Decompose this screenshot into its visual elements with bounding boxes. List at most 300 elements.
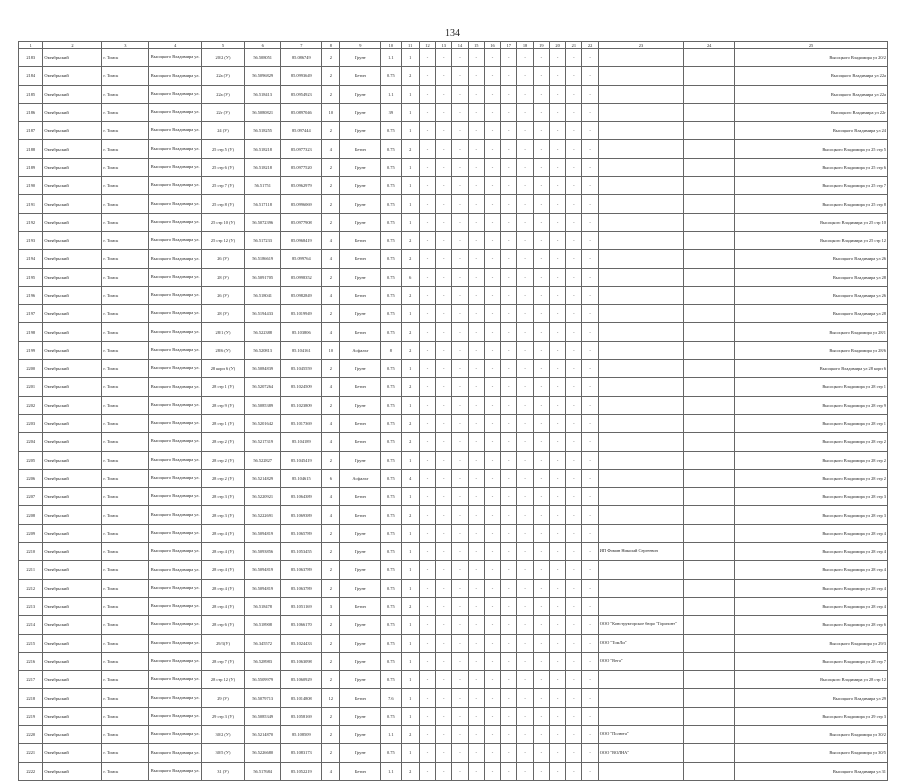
table-cell: - xyxy=(484,140,500,158)
table-cell: Грунт xyxy=(340,103,381,121)
table-cell: 2 xyxy=(322,49,340,67)
table-cell: - xyxy=(582,524,598,542)
table-cell: Высоцкого Владимира ул. xyxy=(149,433,202,451)
table-cell: - xyxy=(582,634,598,652)
table-cell: - xyxy=(436,360,452,378)
table-cell: 28 корп 6 (У) xyxy=(202,360,245,378)
table-cell: - xyxy=(501,140,517,158)
table-cell: 0.75 xyxy=(381,323,401,341)
table-cell: - xyxy=(452,396,468,414)
table-cell xyxy=(684,689,735,707)
table-cell: - xyxy=(533,341,549,359)
table-cell: 2 xyxy=(322,652,340,670)
table-cell: - xyxy=(517,213,533,231)
table-cell: Грунт xyxy=(340,213,381,231)
table-cell: - xyxy=(419,561,435,579)
table-cell xyxy=(684,122,735,140)
table-cell: 2203 xyxy=(19,414,43,432)
table-cell: 25 стр 12 (У) xyxy=(202,231,245,249)
table-cell: 2213 xyxy=(19,597,43,615)
table-cell: - xyxy=(549,433,565,451)
table-cell: - xyxy=(549,67,565,85)
table-cell: 56.5096829 xyxy=(244,67,281,85)
table-cell: - xyxy=(468,396,484,414)
table-cell: - xyxy=(452,305,468,323)
table-cell: 25 стр 6 (У) xyxy=(202,158,245,176)
table-cell: - xyxy=(419,268,435,286)
table-cell: Высоцкого Владимира ул. xyxy=(149,652,202,670)
table-row xyxy=(19,652,888,670)
table-cell: 85.0977908 xyxy=(281,213,322,231)
table-cell: 2183 xyxy=(19,49,43,67)
table-cell: 56.5207264 xyxy=(244,378,281,396)
table-cell: - xyxy=(517,323,533,341)
table-cell: - xyxy=(419,744,435,762)
table-cell: Высоцкого Владимира ул. xyxy=(149,195,202,213)
table-cell: 2 xyxy=(322,177,340,195)
table-cell: - xyxy=(436,524,452,542)
table-cell: - xyxy=(436,396,452,414)
table-cell: - xyxy=(582,103,598,121)
table-row xyxy=(19,360,888,378)
table-cell: - xyxy=(419,469,435,487)
column-number-header: 10 xyxy=(381,42,401,49)
table-cell: 0.75 xyxy=(381,543,401,561)
table-cell: 3 xyxy=(322,597,340,615)
table-cell: - xyxy=(436,122,452,140)
table-cell: - xyxy=(436,67,452,85)
table-cell: - xyxy=(484,177,500,195)
table-cell: - xyxy=(549,195,565,213)
table-cell: - xyxy=(468,616,484,634)
table-cell: 85.1064389 xyxy=(281,488,322,506)
table-cell: - xyxy=(452,122,468,140)
table-cell: - xyxy=(533,286,549,304)
table-row xyxy=(19,634,888,652)
table-cell: 85.1060929 xyxy=(281,671,322,689)
table-cell xyxy=(598,122,683,140)
column-number-header: 11 xyxy=(401,42,419,49)
table-cell: - xyxy=(582,597,598,615)
table-cell: 2193 xyxy=(19,231,43,249)
table-cell: - xyxy=(452,341,468,359)
table-cell: 10 xyxy=(322,103,340,121)
table-cell: Высоцкого Владимира ул. xyxy=(149,561,202,579)
table-cell: 0.75 xyxy=(381,744,401,762)
table-cell: Высоцкого Владимира ул 29 xyxy=(735,689,888,707)
table-cell: - xyxy=(533,488,549,506)
table-cell: - xyxy=(436,250,452,268)
table-cell xyxy=(684,195,735,213)
table-cell: 28 стр 12 (У) xyxy=(202,671,245,689)
table-cell xyxy=(684,451,735,469)
table-cell: - xyxy=(468,378,484,396)
table-row xyxy=(19,451,888,469)
table-cell xyxy=(684,597,735,615)
table-row xyxy=(19,707,888,725)
table-cell: Октябрьский xyxy=(43,250,102,268)
table-cell: 2 xyxy=(322,305,340,323)
table-cell: 1 xyxy=(401,122,419,140)
table-cell: 22г (У) xyxy=(202,103,245,121)
table-cell: Октябрьский xyxy=(43,360,102,378)
table-cell: 28 стр 3 (У) xyxy=(202,488,245,506)
table-cell: Высоцкого Владимира ул. xyxy=(149,725,202,743)
table-cell: - xyxy=(484,524,500,542)
table-cell xyxy=(598,67,683,85)
table-cell xyxy=(598,433,683,451)
table-row xyxy=(19,177,888,195)
table-cell: 0.75 xyxy=(381,378,401,396)
table-cell: Высоцкого Владимира ул 24 xyxy=(735,122,888,140)
table-cell: г. Томск xyxy=(102,140,149,158)
table-cell: 2212 xyxy=(19,579,43,597)
table-cell: Высоцкого Владимира ул. xyxy=(149,286,202,304)
table-cell: 2221 xyxy=(19,744,43,762)
table-cell: - xyxy=(517,177,533,195)
table-cell: 2 xyxy=(401,762,419,780)
table-cell: - xyxy=(517,250,533,268)
table-cell: ИП Фомин Николай Сергеевич xyxy=(598,543,683,561)
table-cell xyxy=(598,506,683,524)
table-cell: - xyxy=(484,67,500,85)
table-cell: - xyxy=(468,103,484,121)
table-cell: 20/2 (У) xyxy=(202,49,245,67)
table-cell: Высоцкого Владимира ул. xyxy=(149,177,202,195)
table-cell: 2 xyxy=(401,140,419,158)
table-cell: - xyxy=(582,433,598,451)
table-cell: - xyxy=(452,323,468,341)
table-cell: Высоцкого Владимира ул 28 стр 4 xyxy=(735,579,888,597)
table-cell: - xyxy=(452,177,468,195)
table-cell xyxy=(684,250,735,268)
table-cell: Высоцкого Владимира ул 28 xyxy=(735,268,888,286)
table-cell xyxy=(598,671,683,689)
table-cell: - xyxy=(566,49,582,67)
table-cell: - xyxy=(452,195,468,213)
table-cell: - xyxy=(484,286,500,304)
table-cell: - xyxy=(468,433,484,451)
page-number: 134 xyxy=(445,28,460,39)
table-cell: Высоцкого Владимира ул 30/2 xyxy=(735,725,888,743)
table-cell: - xyxy=(501,286,517,304)
table-cell: 85.1019949 xyxy=(281,305,322,323)
table-cell: 1.1 xyxy=(381,762,401,780)
table-cell: - xyxy=(582,762,598,780)
table-row xyxy=(19,231,888,249)
table-row xyxy=(19,671,888,689)
table-cell: - xyxy=(549,140,565,158)
table-cell: - xyxy=(452,762,468,780)
table-cell: Грунт xyxy=(340,158,381,176)
table-cell: Высоцкого Владимира ул. xyxy=(149,49,202,67)
table-cell: Высоцкого Владимира ул 28 стр 2 xyxy=(735,433,888,451)
table-cell: 85.1051169 xyxy=(281,597,322,615)
table-cell: г. Томск xyxy=(102,707,149,725)
table-cell xyxy=(684,231,735,249)
table-cell: Высоцкого Владимира ул 25 стр 12 xyxy=(735,231,888,249)
table-cell: Высоцкого Владимира ул 31 xyxy=(735,762,888,780)
table-cell: - xyxy=(419,140,435,158)
table-cell: - xyxy=(533,616,549,634)
table-cell: - xyxy=(452,488,468,506)
table-cell: - xyxy=(533,195,549,213)
table-cell: - xyxy=(549,414,565,432)
table-cell: - xyxy=(549,616,565,634)
table-cell: 1 xyxy=(401,85,419,103)
table-cell: - xyxy=(468,286,484,304)
table-cell: 0.75 xyxy=(381,524,401,542)
table-cell: 28 стр 7 (У) xyxy=(202,652,245,670)
table-cell: - xyxy=(419,250,435,268)
column-number-header: 16 xyxy=(484,42,500,49)
table-cell: - xyxy=(484,396,500,414)
table-cell: - xyxy=(484,323,500,341)
table-cell: - xyxy=(549,524,565,542)
table-cell: - xyxy=(582,506,598,524)
table-cell: 56.518218 xyxy=(244,140,281,158)
table-cell: - xyxy=(419,524,435,542)
table-cell xyxy=(684,67,735,85)
table-cell: 85.1023809 xyxy=(281,396,322,414)
table-cell: - xyxy=(566,231,582,249)
table-cell: 2211 xyxy=(19,561,43,579)
table-cell: Грунт xyxy=(340,396,381,414)
table-cell: 56.5509979 xyxy=(244,671,281,689)
table-cell: - xyxy=(566,597,582,615)
table-row xyxy=(19,762,888,780)
table-cell xyxy=(598,597,683,615)
table-cell: - xyxy=(436,469,452,487)
table-cell: 39 xyxy=(381,103,401,121)
table-cell: Октябрьский xyxy=(43,671,102,689)
table-cell: - xyxy=(419,67,435,85)
table-cell: - xyxy=(501,195,517,213)
table-cell: 2204 xyxy=(19,433,43,451)
table-cell: 56.5072396 xyxy=(244,213,281,231)
table-cell: - xyxy=(517,634,533,652)
table-cell: - xyxy=(468,414,484,432)
table-cell: - xyxy=(533,762,549,780)
table-cell: Бетон xyxy=(340,433,381,451)
table-cell: 2 xyxy=(322,360,340,378)
table-cell: - xyxy=(468,305,484,323)
table-cell: 1 xyxy=(401,707,419,725)
table-cell: - xyxy=(452,433,468,451)
table-cell: 12 xyxy=(322,689,340,707)
table-cell: 28 стр 1 (У) xyxy=(202,378,245,396)
table-cell: - xyxy=(566,250,582,268)
table-cell: Октябрьский xyxy=(43,725,102,743)
table-cell: - xyxy=(582,231,598,249)
table-cell: - xyxy=(517,616,533,634)
table-cell: - xyxy=(533,671,549,689)
table-cell xyxy=(684,543,735,561)
table-cell: Высоцкого Владимира ул. xyxy=(149,524,202,542)
table-cell: - xyxy=(468,597,484,615)
table-cell xyxy=(598,286,683,304)
table-cell: - xyxy=(419,762,435,780)
table-cell: 2199 xyxy=(19,341,43,359)
table-cell: - xyxy=(468,451,484,469)
table-cell: 56.5201642 xyxy=(244,414,281,432)
table-cell xyxy=(598,268,683,286)
table-cell: г. Томск xyxy=(102,323,149,341)
table-cell: Бетон xyxy=(340,140,381,158)
table-cell: - xyxy=(517,561,533,579)
table-cell xyxy=(598,341,683,359)
table-cell: Октябрьский xyxy=(43,597,102,615)
table-cell xyxy=(684,433,735,451)
table-cell: - xyxy=(468,195,484,213)
table-cell: - xyxy=(484,268,500,286)
table-cell: 29/3(У) xyxy=(202,634,245,652)
table-cell: 28 стр 4 (У) xyxy=(202,597,245,615)
table-cell xyxy=(684,323,735,341)
table-cell: 85.1024433 xyxy=(281,634,322,652)
table-cell: - xyxy=(517,488,533,506)
table-cell: 2 xyxy=(322,707,340,725)
table-cell: - xyxy=(468,671,484,689)
table-cell: 56.5220921 xyxy=(244,488,281,506)
table-cell: - xyxy=(549,103,565,121)
table-cell: 4 xyxy=(322,231,340,249)
table-cell: - xyxy=(484,360,500,378)
table-cell: Октябрьский xyxy=(43,488,102,506)
table-cell: 2 xyxy=(322,85,340,103)
table-cell: - xyxy=(582,305,598,323)
table-cell: г. Томск xyxy=(102,451,149,469)
table-cell: 2218 xyxy=(19,689,43,707)
table-cell: - xyxy=(549,707,565,725)
table-cell: г. Томск xyxy=(102,433,149,451)
table-cell: - xyxy=(582,725,598,743)
table-cell: - xyxy=(533,213,549,231)
table-cell: - xyxy=(566,122,582,140)
table-cell: 85.1063098 xyxy=(281,652,322,670)
table-cell: - xyxy=(582,579,598,597)
table-cell: - xyxy=(484,689,500,707)
table-cell xyxy=(598,561,683,579)
table-cell: Высоцкого Владимира ул. xyxy=(149,469,202,487)
table-cell xyxy=(684,725,735,743)
table-cell: - xyxy=(582,689,598,707)
table-cell: 85.097444 xyxy=(281,122,322,140)
table-cell: - xyxy=(468,360,484,378)
table-cell: Высоцкого Владимира ул 28 стр 3 xyxy=(735,488,888,506)
table-cell: 2219 xyxy=(19,707,43,725)
table-cell: - xyxy=(484,250,500,268)
table-row xyxy=(19,195,888,213)
table-cell: 24 (У) xyxy=(202,122,245,140)
table-cell: - xyxy=(582,543,598,561)
table-cell: Высоцкого Владимира ул. xyxy=(149,140,202,158)
table-cell: - xyxy=(549,250,565,268)
table-cell: - xyxy=(582,616,598,634)
table-cell xyxy=(684,469,735,487)
table-cell: - xyxy=(436,103,452,121)
table-cell: - xyxy=(468,689,484,707)
table-cell: 2197 xyxy=(19,305,43,323)
table-cell: Высоцкого Владимира ул 29/3 xyxy=(735,634,888,652)
table-cell: 1 xyxy=(401,396,419,414)
table-cell: 85.1083173 xyxy=(281,744,322,762)
table-cell: - xyxy=(582,671,598,689)
table-cell: 1 xyxy=(401,195,419,213)
table-cell: 1 xyxy=(401,158,419,176)
table-cell: - xyxy=(484,231,500,249)
column-number-header: 19 xyxy=(533,42,549,49)
table-cell: - xyxy=(582,268,598,286)
table-cell: - xyxy=(533,250,549,268)
table-cell: 6 xyxy=(322,469,340,487)
table-cell: - xyxy=(566,140,582,158)
table-cell: - xyxy=(468,579,484,597)
table-cell: - xyxy=(533,707,549,725)
table-row xyxy=(19,506,888,524)
table-cell: 2 xyxy=(322,543,340,561)
table-cell xyxy=(598,49,683,67)
table-cell: г. Томск xyxy=(102,268,149,286)
table-cell: - xyxy=(566,213,582,231)
table-row xyxy=(19,414,888,432)
table-cell: - xyxy=(517,506,533,524)
table-cell: 85.0962979 xyxy=(281,177,322,195)
table-cell: - xyxy=(533,49,549,67)
table-cell: - xyxy=(566,469,582,487)
table-row xyxy=(19,469,888,487)
table-row xyxy=(19,561,888,579)
table-cell: 2 xyxy=(401,250,419,268)
table-cell: 28 стр 3 (У) xyxy=(202,506,245,524)
table-cell: Грунт xyxy=(340,177,381,195)
table-cell: - xyxy=(566,506,582,524)
table-cell: - xyxy=(436,213,452,231)
table-cell: 28 стр 4 (У) xyxy=(202,579,245,597)
table-cell: - xyxy=(533,414,549,432)
table-cell: - xyxy=(436,579,452,597)
table-cell: г. Томск xyxy=(102,122,149,140)
table-cell: Высоцкого Владимира ул 28 стр 4 xyxy=(735,597,888,615)
table-cell: - xyxy=(549,49,565,67)
table-cell: 1.1 xyxy=(381,85,401,103)
table-cell: - xyxy=(533,305,549,323)
table-cell: 85.104161 xyxy=(281,341,322,359)
table-cell: 85.1066170 xyxy=(281,616,322,634)
table-cell: - xyxy=(419,231,435,249)
table-cell: - xyxy=(484,85,500,103)
table-cell: 0.75 xyxy=(381,177,401,195)
table-cell: - xyxy=(419,341,435,359)
table-cell: Высоцкого Владимира ул 30/5 xyxy=(735,744,888,762)
table-cell: Октябрьский xyxy=(43,561,102,579)
table-cell: 85.086749 xyxy=(281,49,322,67)
table-cell: 2185 xyxy=(19,85,43,103)
table-cell: - xyxy=(436,433,452,451)
table-cell: 56.518413 xyxy=(244,85,281,103)
table-cell: - xyxy=(501,341,517,359)
table-cell: - xyxy=(436,305,452,323)
table-cell: 31 (У) xyxy=(202,762,245,780)
column-number-header: 7 xyxy=(281,42,322,49)
table-cell: - xyxy=(501,67,517,85)
table-cell: - xyxy=(484,433,500,451)
table-cell: Грунт xyxy=(340,268,381,286)
table-cell: - xyxy=(484,561,500,579)
table-cell: - xyxy=(517,396,533,414)
table-cell: 1 xyxy=(401,177,419,195)
table-cell: - xyxy=(517,524,533,542)
